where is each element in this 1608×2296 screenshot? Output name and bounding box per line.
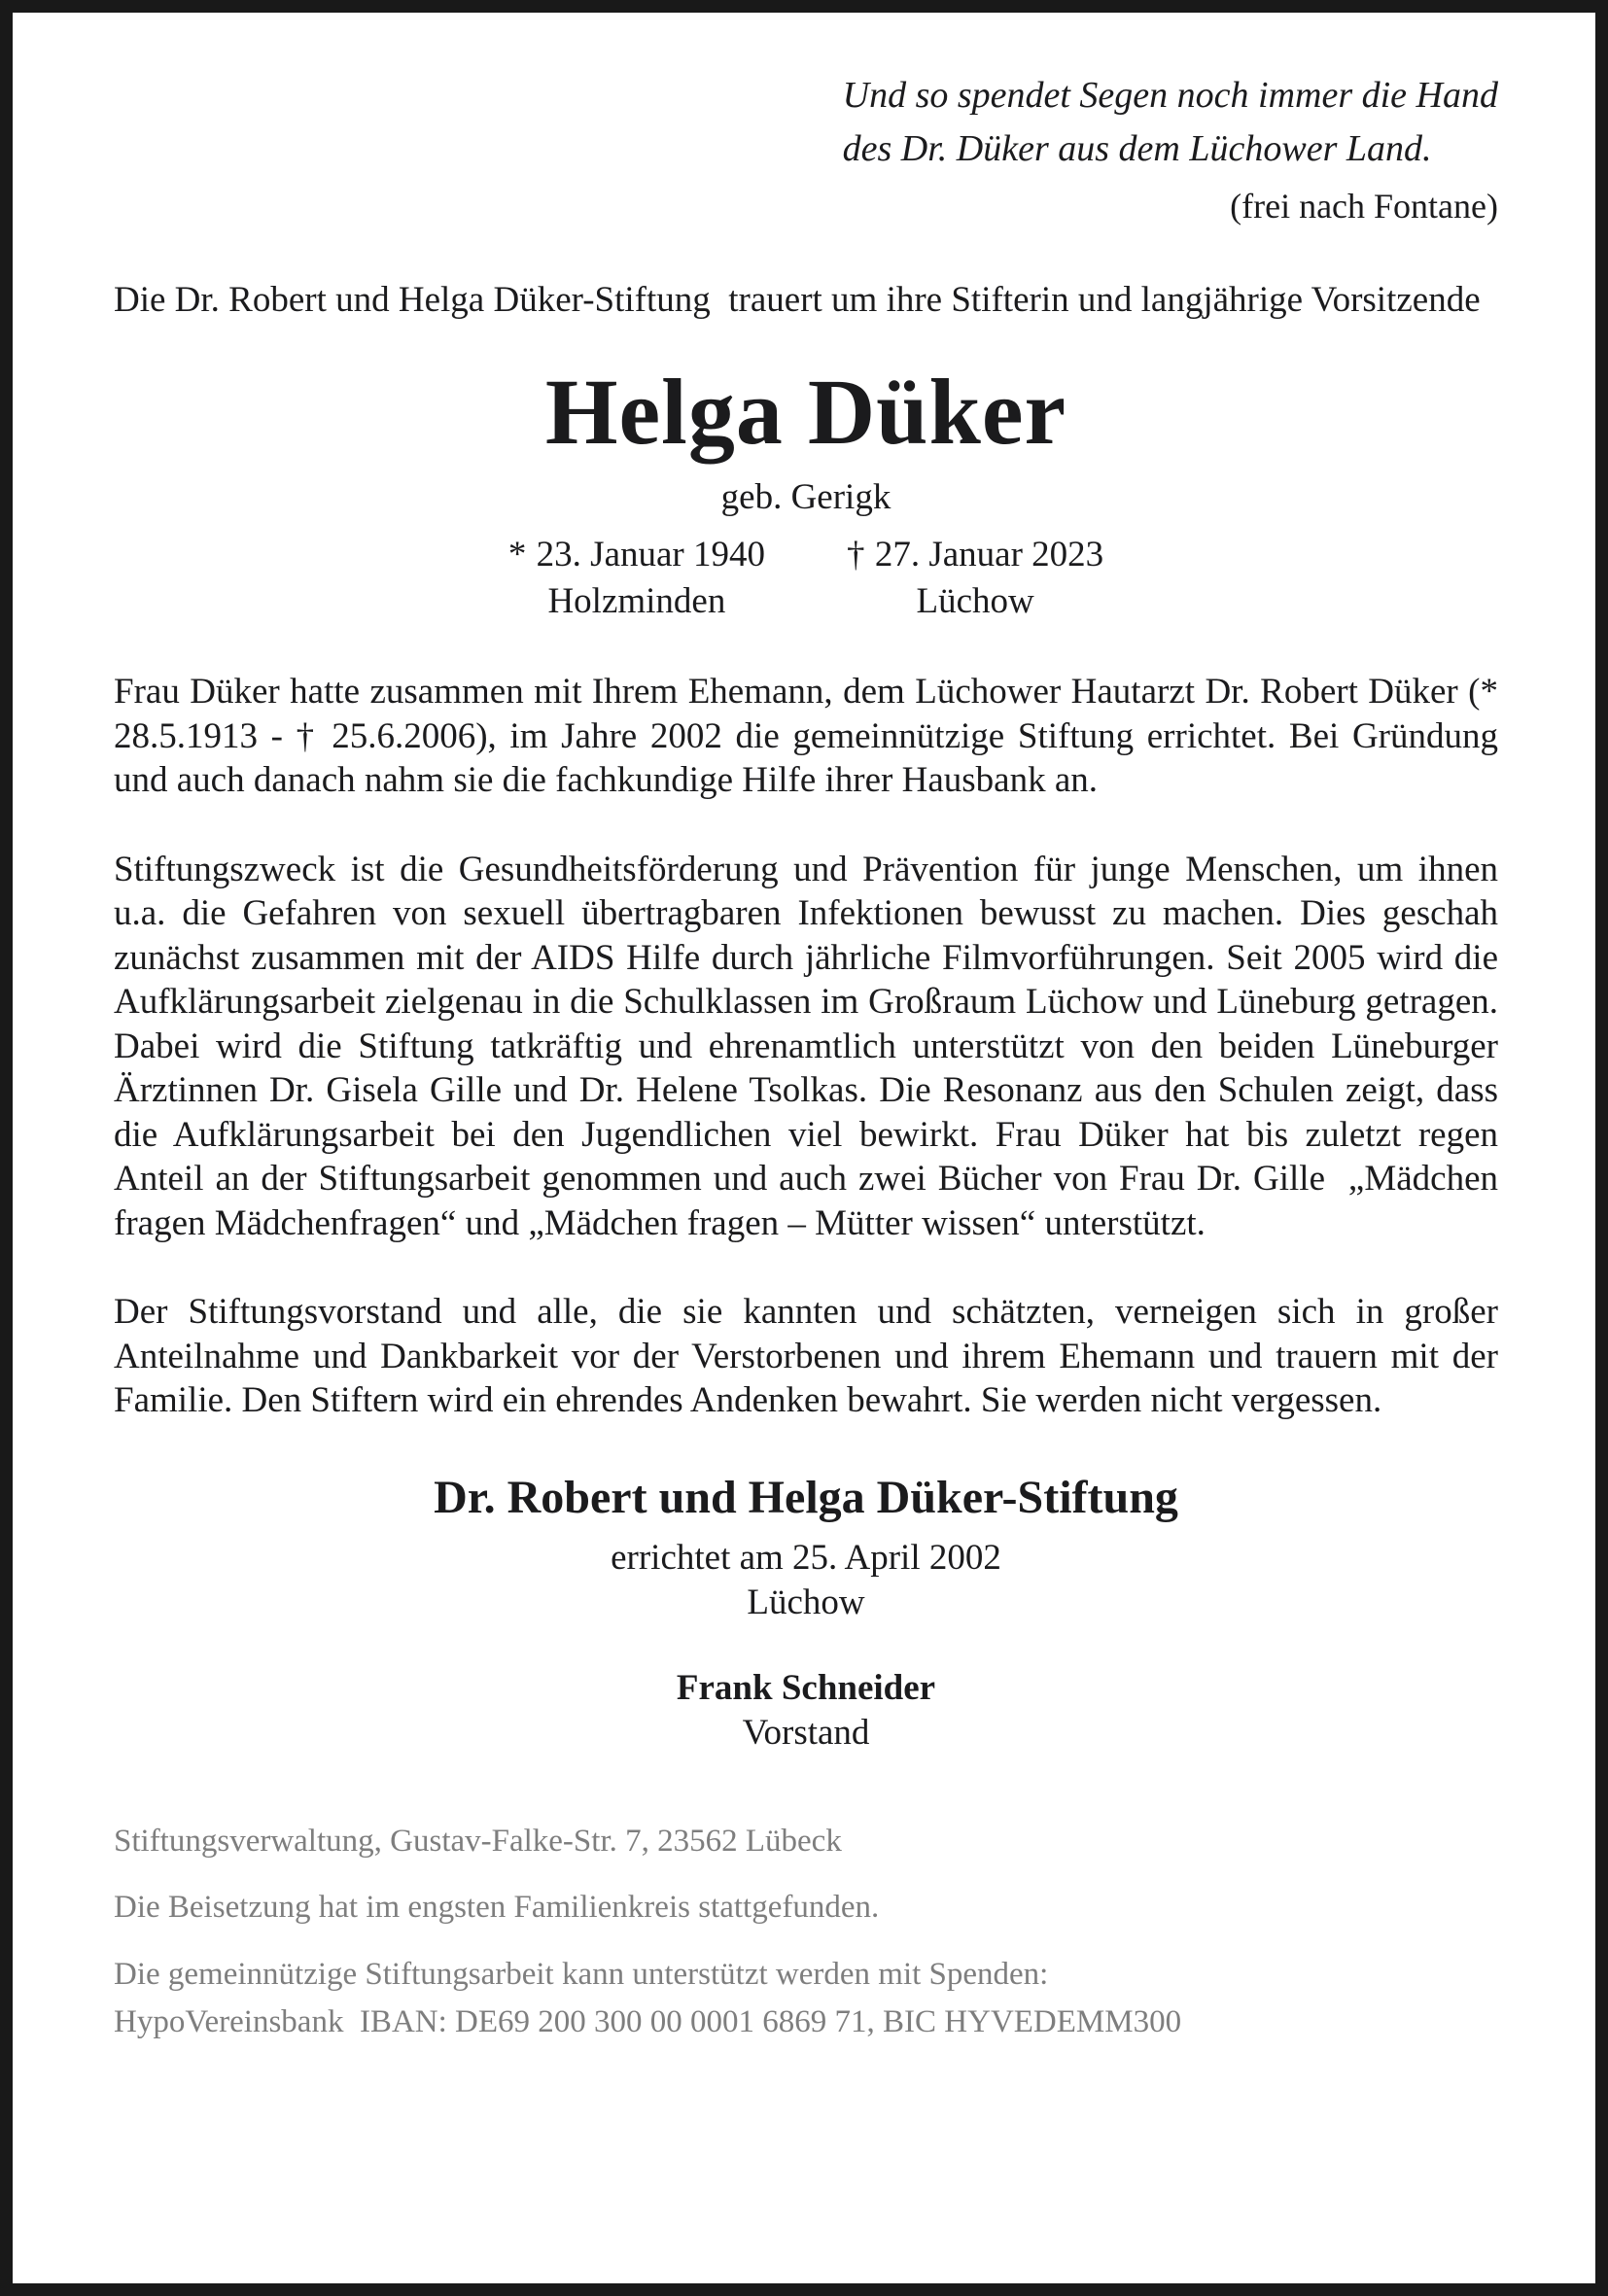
epigraph-attribution: (frei nach Fontane) <box>1230 187 1498 226</box>
founded-place: Lüchow <box>747 1582 865 1622</box>
obituary-paragraph-3: Der Stiftungsvorstand und alle, die sie kannten und schätzten, verneigen sich in großer Anteilnahme und Dankbarkeit vor der Verstorbenen und ihrem Ehemann und trauern mit der Familie. Den Stiftern wird ein ehrendes Andenken bewahrt. Sie werden nicht vergessen. <box>114 1292 1508 1421</box>
footer <box>114 1821 1498 2044</box>
obituary-paragraph-2: Stiftungszweck ist die Gesundheitsförderung und Prävention für junge Menschen, um ihnen u.a. die Gefahren von sexuell übertragbaren Infektionen bewusst zu machen. Dies geschah zunächst zusammen mit der AIDS Hilfe durch jährliche Filmvorführungen. Seit 2005 wird die Aufklärungsarbeit zielgenau in die Schulklassen im Großraum Lüchow und Lüneburg getragen. Dabei wird die Stiftung tatkräftig und ehrenamtlich unterstützt von den beiden Lüneburger Ärztinnen Dr. Gisela Gille und Dr. Helene Tsolkas. Die Resonanz aus den Schulen zeigt, dass die Aufklärungsarbeit bei den Jugendlichen viel bewirkt. Frau Düker hat bis zuletzt regen Anteil an der Stiftungsarbeit genommen und auch zwei Bücher von Frau Dr. Gille „Mädchen fragen Mädchenfragen“ und „Mädchen fragen – Mütter wissen“ unterstützt. <box>114 849 1508 1243</box>
footer-line-donations: Die gemeinnützige Stiftungsarbeit kann unterstützt werden mit Spenden: <box>114 1957 1049 1993</box>
footer-line-administration: Stiftungsverwaltung, Gustav-Falke-Str. 7, 23562 Lübeck <box>114 1823 842 1859</box>
intro-text: Die Dr. Robert und Helga Düker-Stiftung trauert um ihre Stifterin und langjährige Vorsitzende <box>114 279 1481 320</box>
birth-name: geb. Gerigk <box>720 477 891 518</box>
foundation-name-heading: Dr. Robert und Helga Düker-Stiftung <box>434 1471 1178 1523</box>
birth-column <box>508 532 765 625</box>
deceased-name: Helga Düker <box>544 359 1067 464</box>
epigraph-line-1: Und so spendet Segen noch immer die Hand <box>842 75 1498 116</box>
birth-star-symbol: * <box>507 535 527 575</box>
footer-line-bank: HypoVereinsbank IBAN: DE69 200 300 00 0001 6869 71, BIC HYVEDEMM300 <box>114 2004 1182 2040</box>
signer-role: Vorstand <box>742 1713 870 1754</box>
death-date: 27. Januar 2023 <box>874 535 1104 575</box>
death-date-line <box>847 532 1103 578</box>
death-place: Lüchow <box>916 581 1034 622</box>
footer-line-burial: Die Beisetzung hat im engsten Familienkreis stattgefunden. <box>114 1890 880 1926</box>
birth-date: 23. Januar 1940 <box>536 535 765 575</box>
vitals-row <box>114 532 1498 625</box>
epigraph-line-2: des Dr. Düker aus dem Lüchower Land. <box>842 128 1432 170</box>
signer-name: Frank Schneider <box>676 1668 936 1709</box>
birth-date-line <box>508 532 765 578</box>
obituary-paragraph-1: Frau Düker hatte zusammen mit Ihrem Ehemann, dem Lüchower Hautarzt Dr. Robert Düker (* 28.5.1913 - † 25.6.2006), im Jahre 2002 die gemeinnützige Stiftung errichtet. Bei Gründung und auch danach nahm sie die fachkundige Hilfe ihrer Hausbank an. <box>114 672 1508 801</box>
founded-line: errichtet am 25. April 2002 <box>611 1537 1001 1578</box>
epigraph <box>843 69 1498 176</box>
death-column <box>847 532 1103 625</box>
death-cross-symbol: † <box>847 535 865 575</box>
birth-place: Holzminden <box>547 581 726 622</box>
